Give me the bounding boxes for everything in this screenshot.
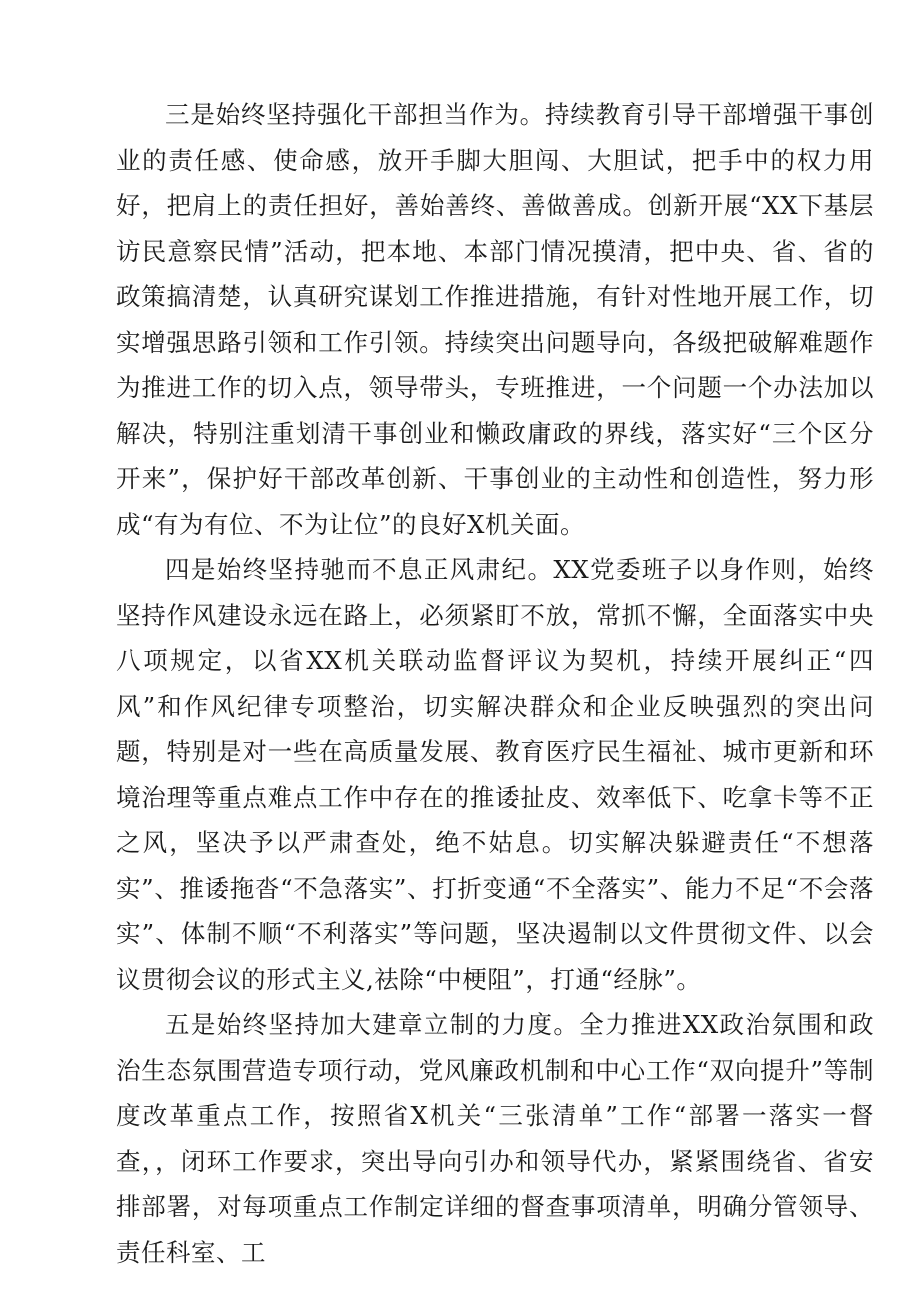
paragraph-5 — [116, 1002, 874, 1275]
paragraph-3-lead: 三是始终坚持强化干部担当作为。 — [165, 100, 545, 129]
paragraph-3-body: 持续教育引导干部增强干事创业的责任感、使命感，放开手脚大胆闯、大胆试，把手中的权力用好，把肩上的责任担好，善始善终、善做善成。创新开展“XX下基层访民意察民情”活动，把本地、本部门情况摸清，把中央、省、省的政策搞清楚，认真研究谋划工作推进措施，有针对性地开展工作，切实增强思路引领和工作引领。持续突出问题导向，各级把破解难题作为推进工作的切入点，领导带头，专班推进，一个问题一个办法加以解决，特别注重划清干事创业和懒政庸政的界线，落实好“三个区分开来”，保护好干部改革创新、干事创业的主动性和创造性，努力形成“有为有位、不为让位”的良好X机关面。 — [116, 100, 874, 539]
paragraph-4 — [116, 547, 874, 1002]
paragraph-5-lead: 五是始终坚持加大建章立制的力度。 — [165, 1010, 580, 1039]
paragraph-5-body: 全力推进XX政治氛围和政治生态氛围营造专项行动，党风廉政机制和中心工作“双向提升”等制度改革重点工作，按照省X机关“三张清单”工作“部署一落实一督查，，闭环工作要求，突出导向引办和领导代办，紧紧围绕省、省安排部署，对每项重点工作制定详细的督查事项清单，明确分管领导、责任科室、工 — [116, 1010, 875, 1267]
paragraph-3 — [116, 92, 874, 547]
paragraph-4-lead: 四是始终坚持驰而不息正风肃纪。 — [165, 555, 554, 584]
paragraph-4-body: XX党委班子以身作则，始终坚持作风建设永远在路上，必须紧盯不放，常抓不懈，全面落实中央八项规定，以省XX机关联动监督评议为契机，持续开展纠正“四风”和作风纪律专项整治，切实解决群众和企业反映强烈的突出问题，特别是对一些在高质量发展、教育医疗民生福祉、城市更新和环境治理等重点难点工作中存在的推诿扯皮、效率低下、吃拿卡等不正之风，坚决予以严肃查处，绝不姑息。切实解决躲避责任“不想落实”、推诿拖沓“不急落实”、打折变通“不全落实”、能力不足“不会落实”、体制不顺“不利落实”等问题，坚决遏制以文件贯彻文件、以会议贯彻会议的形式主义,祛除“中梗阻”，打通“经脉”。 — [116, 555, 875, 994]
